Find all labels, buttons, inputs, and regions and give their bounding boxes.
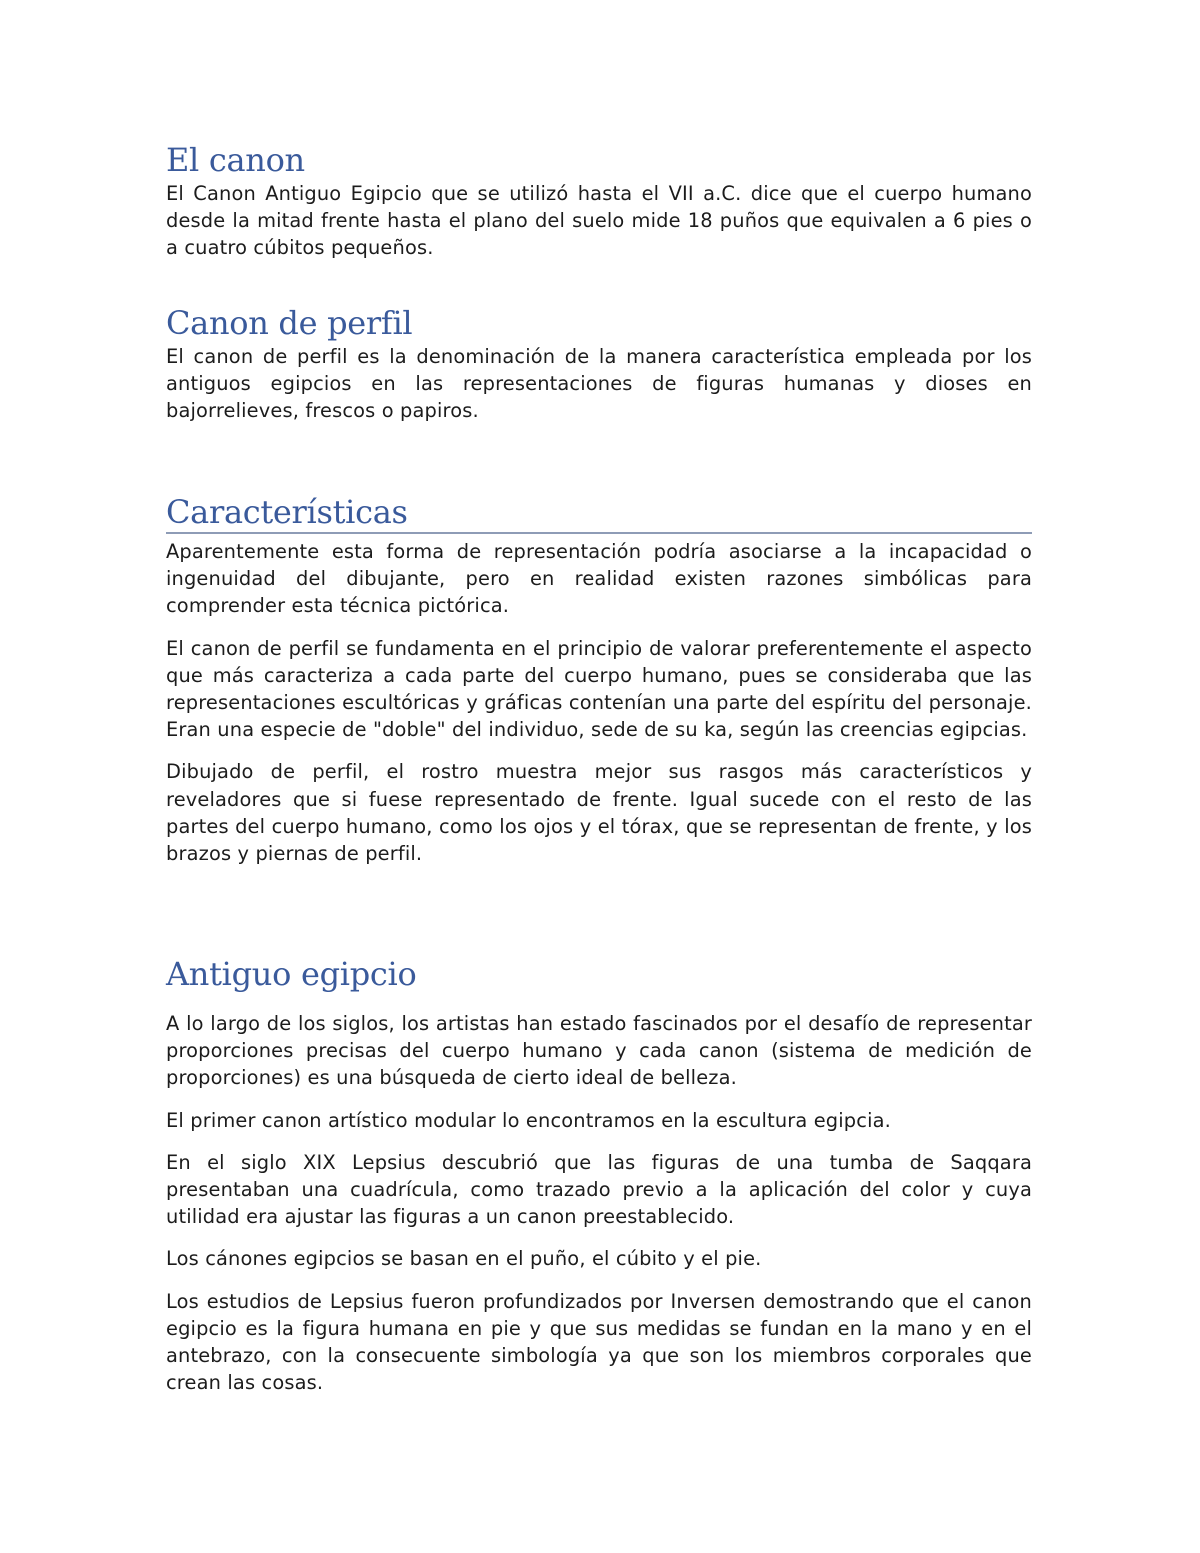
- paragraph: A lo largo de los siglos, los artistas han estado fascinados por el desafío de representar proporciones precisas del cuerpo humano y cada canon (sistema de medición de proporciones) es una búsqueda de cierto ideal de belleza.: [166, 1012, 1032, 1090]
- paragraph: Los estudios de Lepsius fueron profundizados por Inversen demostrando que el canon egipcio es la figura humana en pie y que sus medidas se fundan en la mano y en el antebrazo, con la consecuente simbología ya que son los miembros corporales que crean las cosas.: [166, 1289, 1032, 1395]
- paragraph: El canon de perfil se fundamenta en el principio de valorar preferentemente el aspecto que más caracteriza a cada parte del cuerpo humano, pues se consideraba que las representaciones escultóricas y gráficas contenían una parte del espíritu del personaje. Eran una especie de "doble" del individuo, sede de su ka, según las creencias egipcias.: [166, 636, 1032, 742]
- heading-antiguo-egipcio: Antiguo egipcio: [166, 955, 417, 993]
- section-el-canon: [166, 140, 1032, 277]
- paragraph: Los cánones egipcios se basan en el puño, el cúbito y el pie.: [166, 1247, 762, 1271]
- section-canon-de-perfil: [166, 303, 1032, 440]
- section-caracteristicas: [166, 492, 1032, 882]
- paragraph: El canon de perfil es la denominación de la manera característica empleada por los antiguos egipcios en las representaciones de figuras humanas y dioses en bajorrelieves, frescos o papiros.: [166, 345, 1032, 423]
- heading-canon-de-perfil: Canon de perfil: [166, 304, 413, 342]
- section-antiguo-egipcio: [166, 954, 1032, 1411]
- paragraph: En el siglo XIX Lepsius descubrió que las figuras de una tumba de Saqqara presentaban una cuadrícula, como trazado previo a la aplicación del color y cuya utilidad era ajustar las figuras a un canon preestablecido.: [166, 1150, 1032, 1229]
- paragraph: El primer canon artístico modular lo encontramos en la escultura egipcia.: [166, 1108, 891, 1132]
- heading-el-canon: El canon: [166, 141, 305, 179]
- paragraph: Dibujado de perfil, el rostro muestra mejor sus rasgos más característicos y reveladores que si fuese representado de frente. Igual sucede con el resto de las partes del cuerpo humano, como los ojos y el tórax, que se representan de frente, y los brazos y piernas de perfil.: [166, 760, 1032, 866]
- paragraph: Aparentemente esta forma de representación podría asociarse a la incapacidad o ingenuidad del dibujante, pero en realidad existen razones simbólicas para comprender esta técnica pictórica.: [166, 540, 1032, 618]
- paragraph: El Canon Antiguo Egipcio que se utilizó hasta el VII a.C. dice que el cuerpo humano desde la mitad frente hasta el plano del suelo mide 18 puños que equivalen a 6 pies o a cuatro cúbitos pequeños.: [166, 182, 1032, 260]
- heading-caracteristicas: Características: [166, 492, 1032, 534]
